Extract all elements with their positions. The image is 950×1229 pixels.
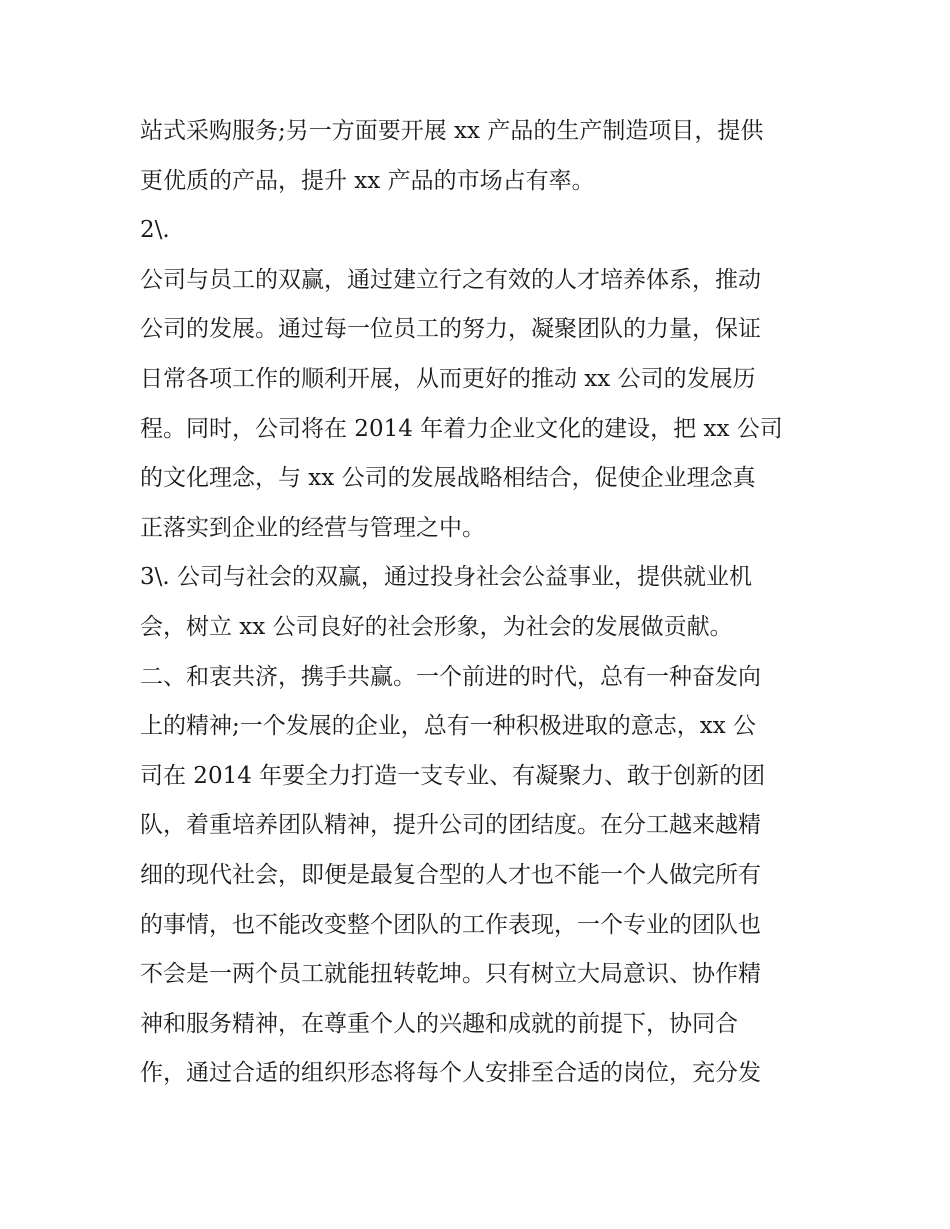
- text-line: 公司的发展。通过每一位员工的努力，凝聚团队的力量，保证: [140, 316, 761, 343]
- text-line: 作，通过合适的组织形态将每个人安排至合适的岗位，充分发: [140, 1060, 761, 1087]
- text-line: 日常各项工作的顺利开展，从而更好的推动 xx 公司的发展历: [140, 365, 756, 392]
- text-line: 更优质的产品，提升 xx 产品的市场占有率。: [140, 167, 595, 194]
- text-line: 程。同时，公司将在 2014 年着力企业文化的建设，把 xx 公司: [140, 415, 783, 442]
- text-line: 二、和衷共济，携手共赢。一个前进的时代，总有一种奋发向: [140, 663, 761, 690]
- text-line: 站式采购服务;另一方面要开展 xx 产品的生产制造项目，提供: [140, 118, 764, 144]
- text-line: 3\. 公司与社会的双赢，通过投身社会公益事业，提供就业机: [140, 564, 753, 591]
- text-line: 队，着重培养团队精神，提升公司的团结度。在分工越来越精: [140, 812, 761, 839]
- text-line: 的文化理念，与 xx 公司的发展战略相结合，促使企业理念真: [140, 465, 756, 492]
- text-line: 会，树立 xx 公司良好的社会形象，为社会的发展做贡献。: [140, 613, 733, 640]
- text-line: 的事情，也不能改变整个团队的工作表现，一个专业的团队也: [140, 911, 761, 938]
- text-line: 细的现代社会，即便是最复合型的人才也不能一个人做完所有: [140, 861, 761, 888]
- body-text: [140, 107, 830, 1099]
- text-line: 2\.: [140, 217, 170, 244]
- text-line: 上的精神;一个发展的企业，总有一种积极进取的意志，xx 公: [140, 713, 757, 740]
- text-line: 不会是一两个员工就能扭转乾坤。只有树立大局意识、协作精: [140, 961, 761, 988]
- text-line: 司在 2014 年要全力打造一支专业、有凝聚力、敢于创新的团: [140, 762, 766, 789]
- text-line: 神和服务精神，在尊重个人的兴趣和成就的前提下，协同合: [140, 1010, 738, 1037]
- text-line: 公司与员工的双赢，通过建立行之有效的人才培养体系，推动: [140, 266, 761, 293]
- text-line: 正落实到企业的经营与管理之中。: [140, 514, 485, 541]
